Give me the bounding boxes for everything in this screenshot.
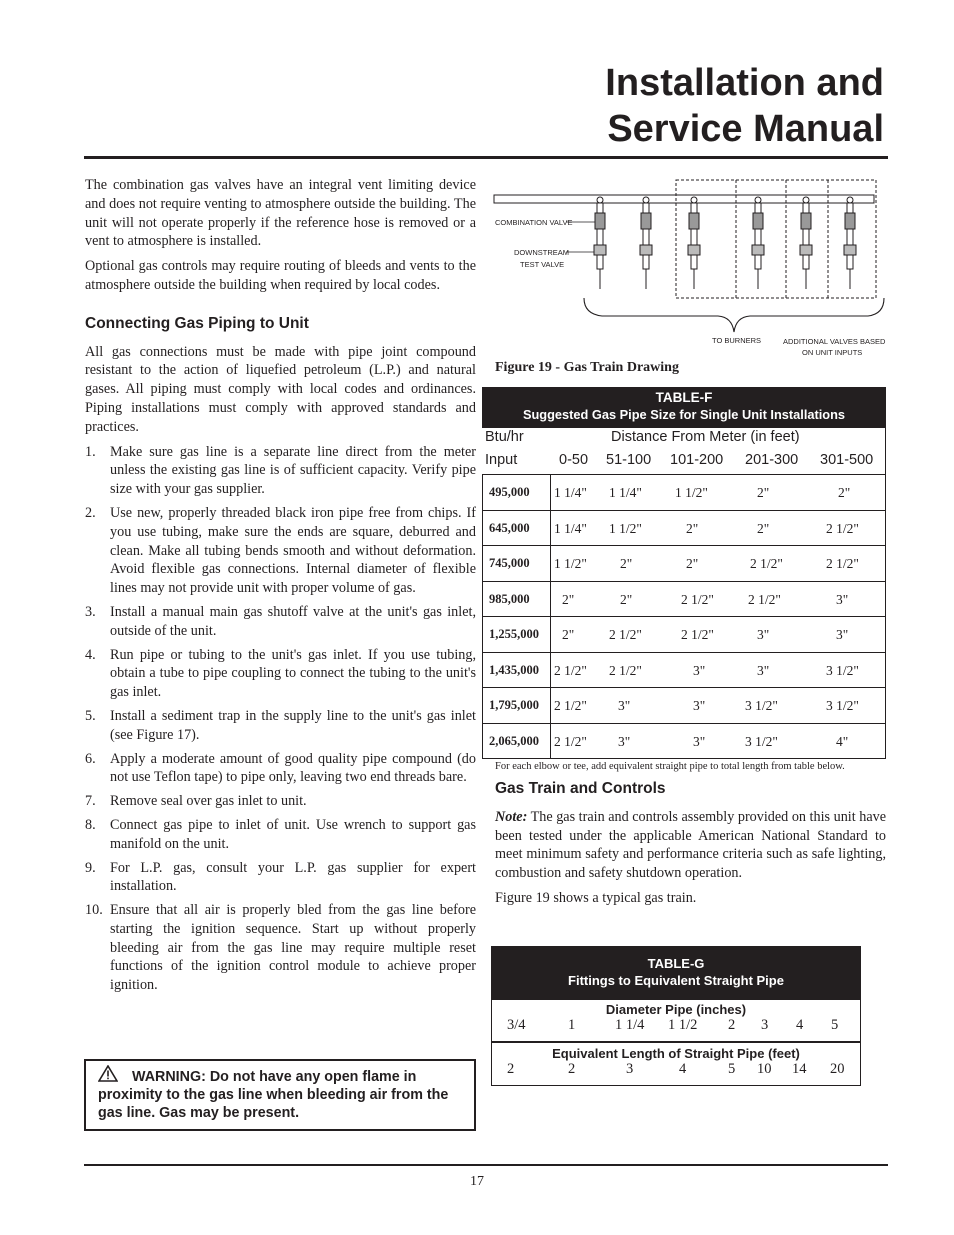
table-cell: 2" <box>562 627 575 642</box>
range-2: 101-200 <box>670 452 724 468</box>
table-cell: 3" <box>693 662 706 678</box>
note-text: The gas train and controls assembly provided on this unit have been tested under the applicable American National Standard to meet minimum safety and performance criteria such as safe lighting, combustion and safety shutdown operation. <box>495 808 887 882</box>
btu-cell: 2,065,000 <box>489 733 539 748</box>
page-number: 17 <box>470 1174 484 1189</box>
table-cell: 2 1/2" <box>750 556 783 571</box>
table-f-column-header <box>482 428 886 475</box>
title-line-2: Service Manual <box>607 108 884 150</box>
table-cell: 3" <box>693 733 706 749</box>
steps-list <box>85 443 476 996</box>
list-item <box>85 443 476 499</box>
table-cell: 2 <box>568 1061 576 1077</box>
col-distance: Distance From Meter (in feet) <box>611 429 800 445</box>
page-title <box>605 60 884 152</box>
list-item <box>85 750 476 788</box>
table-f-note: For each elbow or tee, add equivalent straight pipe to total length from table below. <box>495 761 845 772</box>
table-cell: 2 <box>507 1061 515 1077</box>
table-cell: 3 1/2" <box>745 698 778 713</box>
step-text: Install a manual main gas shutoff valve at the unit's gas inlet, outside of the unit. <box>110 603 476 639</box>
table-cell: 2" <box>686 520 699 536</box>
table-cell: 3 <box>626 1061 634 1077</box>
table-cell: 1 1/2" <box>609 520 642 536</box>
step-text: For L.P. gas, consult your L.P. gas supplier for expert installation. <box>110 859 476 895</box>
valve-assembly <box>594 197 856 289</box>
length-label: Equivalent Length of Straight Pipe (feet) <box>552 1046 800 1061</box>
step-number: 8. <box>85 816 96 833</box>
table-g-divider <box>492 1041 860 1043</box>
list-item <box>85 603 476 641</box>
table-cell: 20 <box>830 1061 845 1077</box>
header-rule <box>84 156 888 159</box>
table-cell: 3 <box>761 1017 769 1033</box>
table-cell: 1 1/4" <box>554 485 587 500</box>
table-row <box>482 653 886 689</box>
table-cell: 2" <box>757 485 770 500</box>
gas-train-drawing <box>492 176 888 356</box>
table-cell: 2" <box>620 556 633 571</box>
table-cell: 3 1/2" <box>826 662 859 678</box>
table-cell: 2 <box>728 1017 736 1033</box>
table-cell: 1 1/2" <box>675 485 708 500</box>
btu-cell: 495,000 <box>489 485 530 499</box>
table-g-subtitle: Fittings to Equivalent Straight Pipe <box>568 973 784 988</box>
table-cell: 2 1/2" <box>681 627 714 642</box>
range-0: 0-50 <box>559 452 589 468</box>
table-cell: 3" <box>618 733 631 749</box>
btu-cell: 985,000 <box>489 591 530 606</box>
list-item <box>85 816 476 854</box>
table-cell: 2 1/2" <box>554 662 587 678</box>
footer-rule <box>84 1164 888 1166</box>
table-cell: 3" <box>757 662 770 678</box>
table-row <box>482 475 886 511</box>
table-f-header <box>482 387 886 428</box>
connecting-heading: Connecting Gas Piping to Unit <box>85 314 309 332</box>
list-item <box>85 792 476 811</box>
table-cell: 4 <box>679 1061 687 1077</box>
step-text: Make sure gas line is a separate line direct from the meter unless the existing gas line is of sufficient capacity. Verify pipe size with your gas supplier. <box>110 443 476 498</box>
step-number: 6. <box>85 750 96 767</box>
length-row <box>492 1061 860 1081</box>
intro-paragraph-2: Optional gas controls may require routing of bleeds and vents to the atmosphere outside the building when required by local codes. <box>85 258 476 293</box>
step-number: 10. <box>85 902 103 919</box>
range-1: 51-100 <box>606 452 652 468</box>
list-item <box>85 901 476 995</box>
table-g-title: TABLE-G <box>647 956 705 971</box>
list-item <box>85 707 476 745</box>
table-cell: 2" <box>620 591 633 607</box>
table-cell: 10 <box>757 1061 772 1077</box>
label-downstream-2: TEST VALVE <box>520 260 565 269</box>
table-f-subtitle: Suggested Gas Pipe Size for Single Unit Installations <box>522 407 846 422</box>
table-cell: 1 1/2 <box>668 1017 698 1033</box>
step-number: 7. <box>85 793 96 810</box>
table-cell: 2 1/2" <box>609 662 642 678</box>
table-cell: 4 <box>796 1017 804 1033</box>
list-item <box>85 859 476 897</box>
table-row <box>482 688 886 724</box>
label-additional-1: ADDITIONAL VALVES BASED <box>783 337 886 346</box>
step-number: 9. <box>85 859 96 876</box>
btu-cell: 1,795,000 <box>489 698 539 712</box>
step-text: Remove seal over gas inlet to unit. <box>110 793 307 810</box>
label-combination-valve: COMBINATION VALVE <box>495 218 573 227</box>
step-number: 2. <box>85 504 96 521</box>
step-text: Install a sediment trap in the supply line to the unit's gas inlet (see Figure 17). <box>110 707 476 743</box>
step-number: 4. <box>85 646 96 663</box>
gas-train-paragraph: Figure 19 shows a typical gas train. <box>495 889 697 906</box>
right-column <box>495 780 886 914</box>
col-input: Input <box>485 452 518 468</box>
table-row <box>482 511 886 547</box>
table-f <box>482 387 886 759</box>
table-row <box>482 724 886 760</box>
table-cell: 3/4 <box>507 1017 526 1033</box>
step-text: Use new, properly threaded black iron pipe free from chips. If you use tubing, make sure the ends are square, deburred and clean. Make all tubing bends smooth and without deformation. Avoid flexible gas connections. Internal diameter of flexible lines may not provide unit with proper volume of gas. <box>110 504 476 597</box>
table-cell: 5 <box>831 1017 839 1033</box>
btu-cell: 1,435,000 <box>489 662 539 677</box>
warning-text: : Do not have any open flame in proximity to the gas line when bleeding air from the gas line. Gas may be present. <box>98 1069 449 1121</box>
label-to-burners: TO BURNERS <box>712 336 762 345</box>
step-number: 3. <box>85 603 96 620</box>
table-f-title: TABLE-F <box>655 390 713 405</box>
range-3: 201-300 <box>745 452 799 468</box>
step-text: Apply a moderate amount of good quality pipe compound (do not use Teflon tape) to pipe only, leaving two end threads bare. <box>110 750 476 786</box>
btu-cell: 745,000 <box>489 556 530 570</box>
table-cell: 2 1/2" <box>554 733 587 749</box>
table-cell: 3" <box>618 698 631 713</box>
table-cell: 1 1/4 <box>615 1017 645 1033</box>
table-g-header <box>492 947 860 1000</box>
table-row <box>482 582 886 618</box>
table-cell: 3" <box>693 698 706 713</box>
btu-cell: 1,255,000 <box>489 627 539 641</box>
list-item <box>85 646 476 702</box>
warning-label: WARNING <box>132 1069 202 1085</box>
label-additional-2: ON UNIT INPUTS <box>802 348 863 356</box>
list-item <box>85 504 476 598</box>
table-cell: 2" <box>562 591 575 607</box>
step-text: Connect gas pipe to inlet of unit. Use wrench to support gas manifold on the unit. <box>110 816 476 852</box>
table-cell: 2" <box>686 556 699 571</box>
table-cell: 1 <box>568 1017 576 1033</box>
table-cell: 2 1/2" <box>681 591 714 607</box>
figure-caption: Figure 19 - Gas Train Drawing <box>495 360 679 375</box>
gas-train-heading: Gas Train and Controls <box>495 780 666 797</box>
step-text: Ensure that all air is properly bled from the gas line before starting the ignition sequence. Start up without properly bleeding air from the gas line may require multiple reset functions of the ignition control module to achieve proper ignition. <box>110 902 476 994</box>
table-cell: 2 1/2" <box>826 520 859 536</box>
table-cell: 3" <box>757 627 770 642</box>
table-cell: 2" <box>757 520 770 536</box>
step-number: 5. <box>85 707 96 724</box>
table-cell: 1 1/4" <box>609 485 642 500</box>
table-cell: 3 1/2" <box>826 698 859 713</box>
table-cell: 14 <box>792 1061 807 1077</box>
col-btu: Btu/hr <box>485 429 524 445</box>
table-cell: 2 1/2" <box>554 698 587 713</box>
table-cell: 2" <box>838 485 851 500</box>
diameter-label: Diameter Pipe (inches) <box>605 1002 747 1017</box>
range-4: 301-500 <box>820 452 874 468</box>
table-g <box>491 946 861 1086</box>
table-cell: 2 1/2" <box>826 556 859 571</box>
table-cell: 2 1/2" <box>748 591 781 607</box>
diameter-row <box>492 1017 860 1037</box>
table-cell: 1 1/2" <box>554 556 587 571</box>
intro-paragraph-1: The combination gas valves have an integral vent limiting device and does not require venting to atmosphere outside the building. The unit will not operate properly if the reference hose is removed or a vent to atmosphere is installed. <box>85 177 476 250</box>
table-cell: 3 1/2" <box>745 733 778 749</box>
note-label: Note: <box>495 808 528 825</box>
btu-cell: 645,000 <box>489 520 530 535</box>
left-column <box>85 176 476 1000</box>
warning-icon <box>98 1065 118 1082</box>
table-row <box>482 617 886 653</box>
title-line-1: Installation and <box>605 62 884 104</box>
label-downstream-1: DOWNSTREAM <box>514 248 569 257</box>
table-cell: 3" <box>836 627 849 642</box>
table-cell: 4" <box>836 733 849 749</box>
table-cell: 1 1/4" <box>554 520 587 536</box>
connecting-paragraph: All gas connections must be made with pipe joint compound resistant to the action of liquefied petroleum (L.P.) and natural gases. All piping must comply with local codes and ordinances. Piping installations must comply with approved standards and practices. <box>85 343 476 435</box>
warning-box <box>84 1059 476 1131</box>
gas-train-note <box>495 808 886 883</box>
table-cell: 5 <box>728 1061 736 1077</box>
table-cell: 2 1/2" <box>609 627 642 642</box>
step-number: 1. <box>85 443 96 460</box>
table-cell: 3" <box>836 591 849 607</box>
step-text: Run pipe or tubing to the unit's gas inlet. If you use tubing, obtain a tube to pipe coupling to connect the tubing to the unit's gas inlet. <box>110 646 476 701</box>
table-row <box>482 546 886 582</box>
